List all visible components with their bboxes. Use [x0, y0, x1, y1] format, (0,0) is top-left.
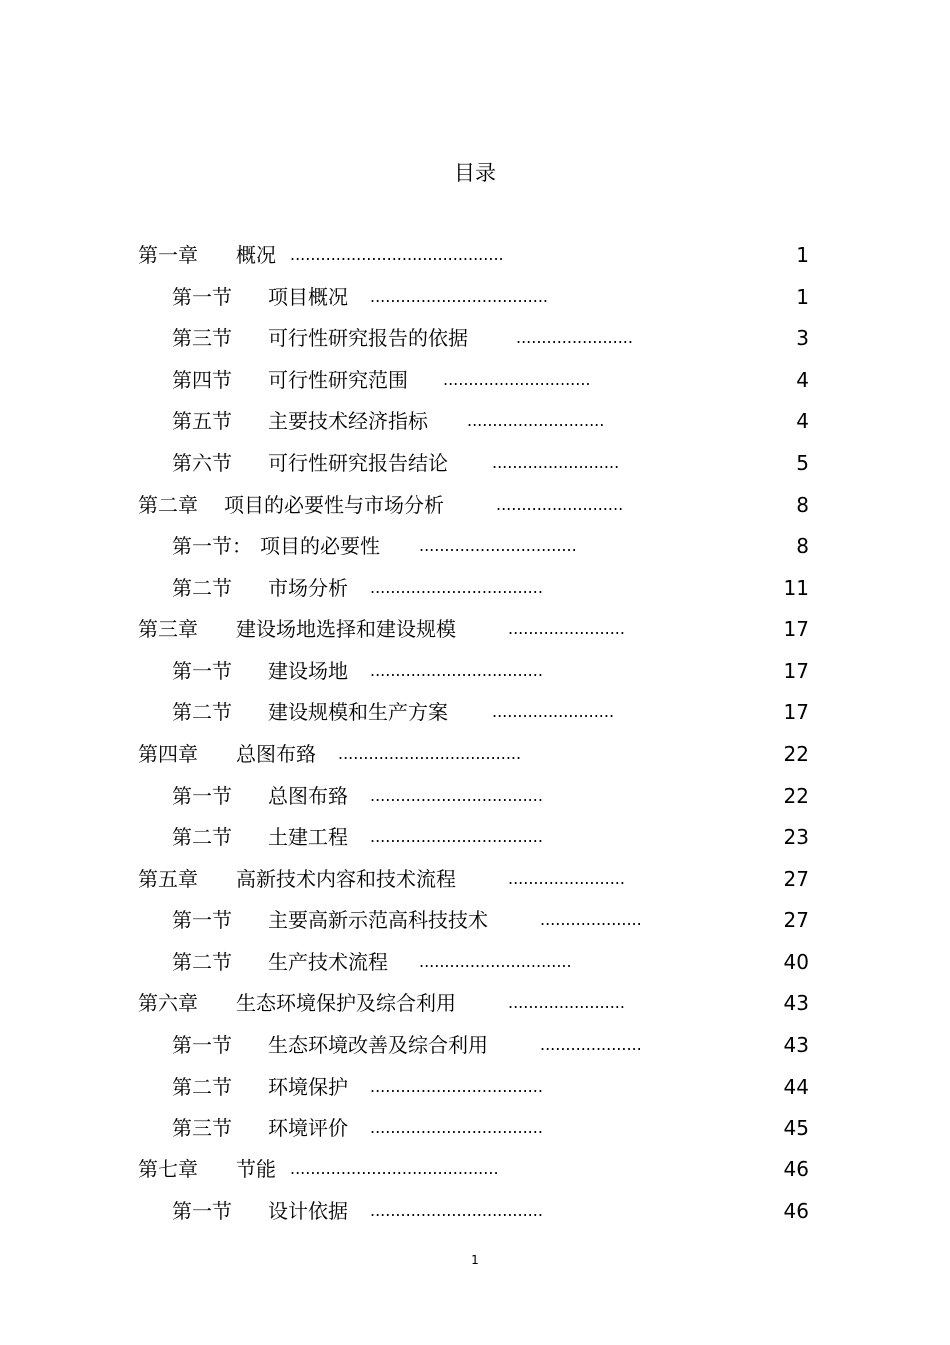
entry-number: 第四章 [138, 742, 198, 766]
dot-leader: ....................... [508, 619, 625, 638]
dot-leader: .................................. [370, 827, 543, 846]
entry-number: 第六章 [138, 991, 198, 1015]
entry-page: 22 [783, 742, 809, 766]
entry-page: 46 [783, 1157, 809, 1181]
toc-entry-chapter[interactable] [0, 864, 950, 894]
entry-page: 22 [783, 784, 809, 808]
entry-title: 生态环境保护及综合利用 [236, 991, 456, 1015]
entry-number: 第一节 [172, 285, 232, 309]
dot-leader: ........................... [467, 411, 605, 430]
entry-page: 1 [796, 243, 809, 267]
entry-page: 4 [796, 368, 809, 392]
toc-entry-section[interactable] [0, 365, 950, 395]
toc-entry-section[interactable] [0, 781, 950, 811]
toc-entry-chapter[interactable] [0, 240, 950, 270]
dot-leader: ......................................... [290, 1159, 499, 1178]
entry-page: 3 [796, 326, 809, 350]
dot-leader: .................................... [338, 744, 522, 763]
entry-page: 45 [783, 1116, 809, 1140]
entry-number: 第五章 [138, 867, 198, 891]
entry-title: 项目的必要性与市场分析 [224, 493, 444, 517]
toc-entry-section[interactable] [0, 1113, 950, 1143]
toc-entry-section[interactable] [0, 406, 950, 436]
entry-page: 23 [783, 825, 809, 849]
entry-title: 环境评价 [268, 1116, 348, 1140]
entry-number: 第一节 [172, 1199, 232, 1223]
entry-title: 可行性研究范围 [268, 368, 408, 392]
entry-page: 27 [783, 908, 809, 932]
entry-page: 1 [796, 285, 809, 309]
entry-number: 第一节 [172, 659, 232, 683]
entry-number: 第三节 [172, 326, 232, 350]
entry-title: 项目的必要性 [260, 534, 380, 558]
entry-title: 市场分析 [268, 576, 348, 600]
dot-leader: .................... [540, 1035, 642, 1054]
toc-entry-section[interactable] [0, 323, 950, 353]
entry-title: 节能 [236, 1157, 276, 1181]
entry-page: 43 [783, 991, 809, 1015]
entry-number: 第二章 [138, 493, 198, 517]
page-title: 目录 [454, 161, 496, 185]
entry-number: 第二节 [172, 825, 232, 849]
entry-title: 设计依据 [268, 1199, 348, 1223]
toc-entry-section[interactable] [0, 1030, 950, 1060]
entry-number: 第一节 [172, 1033, 232, 1057]
dot-leader: ................................... [370, 287, 549, 306]
dot-leader: .............................. [419, 952, 572, 971]
dot-leader: ............................... [419, 536, 577, 555]
entry-number: 第三节 [172, 1116, 232, 1140]
entry-page: 5 [796, 451, 809, 475]
entry-number: 第六节 [172, 451, 232, 475]
entry-page: 17 [783, 700, 809, 724]
toc-entry-section[interactable] [0, 822, 950, 852]
dot-leader: ........................ [492, 702, 615, 721]
entry-page: 8 [796, 493, 809, 517]
toc-entry-section[interactable] [0, 656, 950, 686]
dot-leader: .................... [540, 910, 642, 929]
dot-leader: .................................. [370, 786, 543, 805]
dot-leader: .................................. [370, 1118, 543, 1137]
toc-entry-chapter[interactable] [0, 614, 950, 644]
entry-number: 第一节 [172, 908, 232, 932]
entry-title: 建设场地选择和建设规模 [236, 617, 456, 641]
toc-entry-chapter[interactable] [0, 490, 950, 520]
entry-number: 第二节 [172, 950, 232, 974]
entry-title: 可行性研究报告结论 [268, 451, 448, 475]
dot-leader: .................................. [370, 1201, 543, 1220]
entry-number: 第五节 [172, 409, 232, 433]
entry-page: 40 [783, 950, 809, 974]
entry-title: 总图布臵 [268, 784, 348, 808]
entry-title: 生产技术流程 [268, 950, 388, 974]
entry-title: 建设场地 [268, 659, 348, 683]
entry-number: 第二节 [172, 1075, 232, 1099]
entry-title: 主要高新示范高科技技术 [268, 908, 488, 932]
dot-leader: .................................. [370, 1077, 543, 1096]
entry-title: 概况 [236, 243, 276, 267]
entry-title: 建设规模和生产方案 [268, 700, 448, 724]
entry-title: 环境保护 [268, 1075, 348, 1099]
toc-entry-section[interactable] [0, 531, 950, 561]
dot-leader: ......................... [496, 495, 624, 514]
dot-leader: .................................. [370, 661, 543, 680]
entry-page: 43 [783, 1033, 809, 1057]
entry-page: 44 [783, 1075, 809, 1099]
entry-number: 第二节 [172, 576, 232, 600]
entry-number: 第七章 [138, 1157, 198, 1181]
toc-entry-section[interactable] [0, 573, 950, 603]
entry-number: 第三章 [138, 617, 198, 641]
toc-entry-section[interactable] [0, 1196, 950, 1226]
entry-title: 总图布臵 [236, 742, 316, 766]
toc-entry-section[interactable] [0, 282, 950, 312]
entry-number: 第二节 [172, 700, 232, 724]
dot-leader: ....................... [508, 993, 625, 1012]
dot-leader: ............................. [443, 370, 591, 389]
entry-title: 土建工程 [268, 825, 348, 849]
entry-title: 生态环境改善及综合利用 [268, 1033, 488, 1057]
entry-page: 8 [796, 534, 809, 558]
entry-number: 第一节： [172, 534, 252, 558]
toc-entry-chapter[interactable] [0, 739, 950, 769]
entry-page: 17 [783, 659, 809, 683]
entry-page: 27 [783, 867, 809, 891]
toc-entry-section[interactable] [0, 905, 950, 935]
toc-entry-section[interactable] [0, 697, 950, 727]
toc-entry-section[interactable] [0, 1072, 950, 1102]
dot-leader: ....................... [516, 328, 633, 347]
toc-entry-section[interactable] [0, 947, 950, 977]
entry-page: 11 [783, 576, 809, 600]
entry-page: 46 [783, 1199, 809, 1223]
entry-title: 可行性研究报告的依据 [268, 326, 468, 350]
entry-number: 第一章 [138, 243, 198, 267]
toc-entry-section[interactable] [0, 448, 950, 478]
dot-leader: .......................................... [290, 245, 504, 264]
entry-page: 17 [783, 617, 809, 641]
entry-title: 主要技术经济指标 [268, 409, 428, 433]
entry-title: 高新技术内容和技术流程 [236, 867, 456, 891]
page-number: 1 [471, 1253, 479, 1267]
toc-entry-chapter[interactable] [0, 988, 950, 1018]
dot-leader: ......................... [492, 453, 620, 472]
entry-title: 项目概况 [268, 285, 348, 309]
toc-entry-chapter[interactable] [0, 1154, 950, 1184]
entry-page: 4 [796, 409, 809, 433]
entry-number: 第一节 [172, 784, 232, 808]
entry-number: 第四节 [172, 368, 232, 392]
dot-leader: ....................... [508, 869, 625, 888]
dot-leader: .................................. [370, 578, 543, 597]
